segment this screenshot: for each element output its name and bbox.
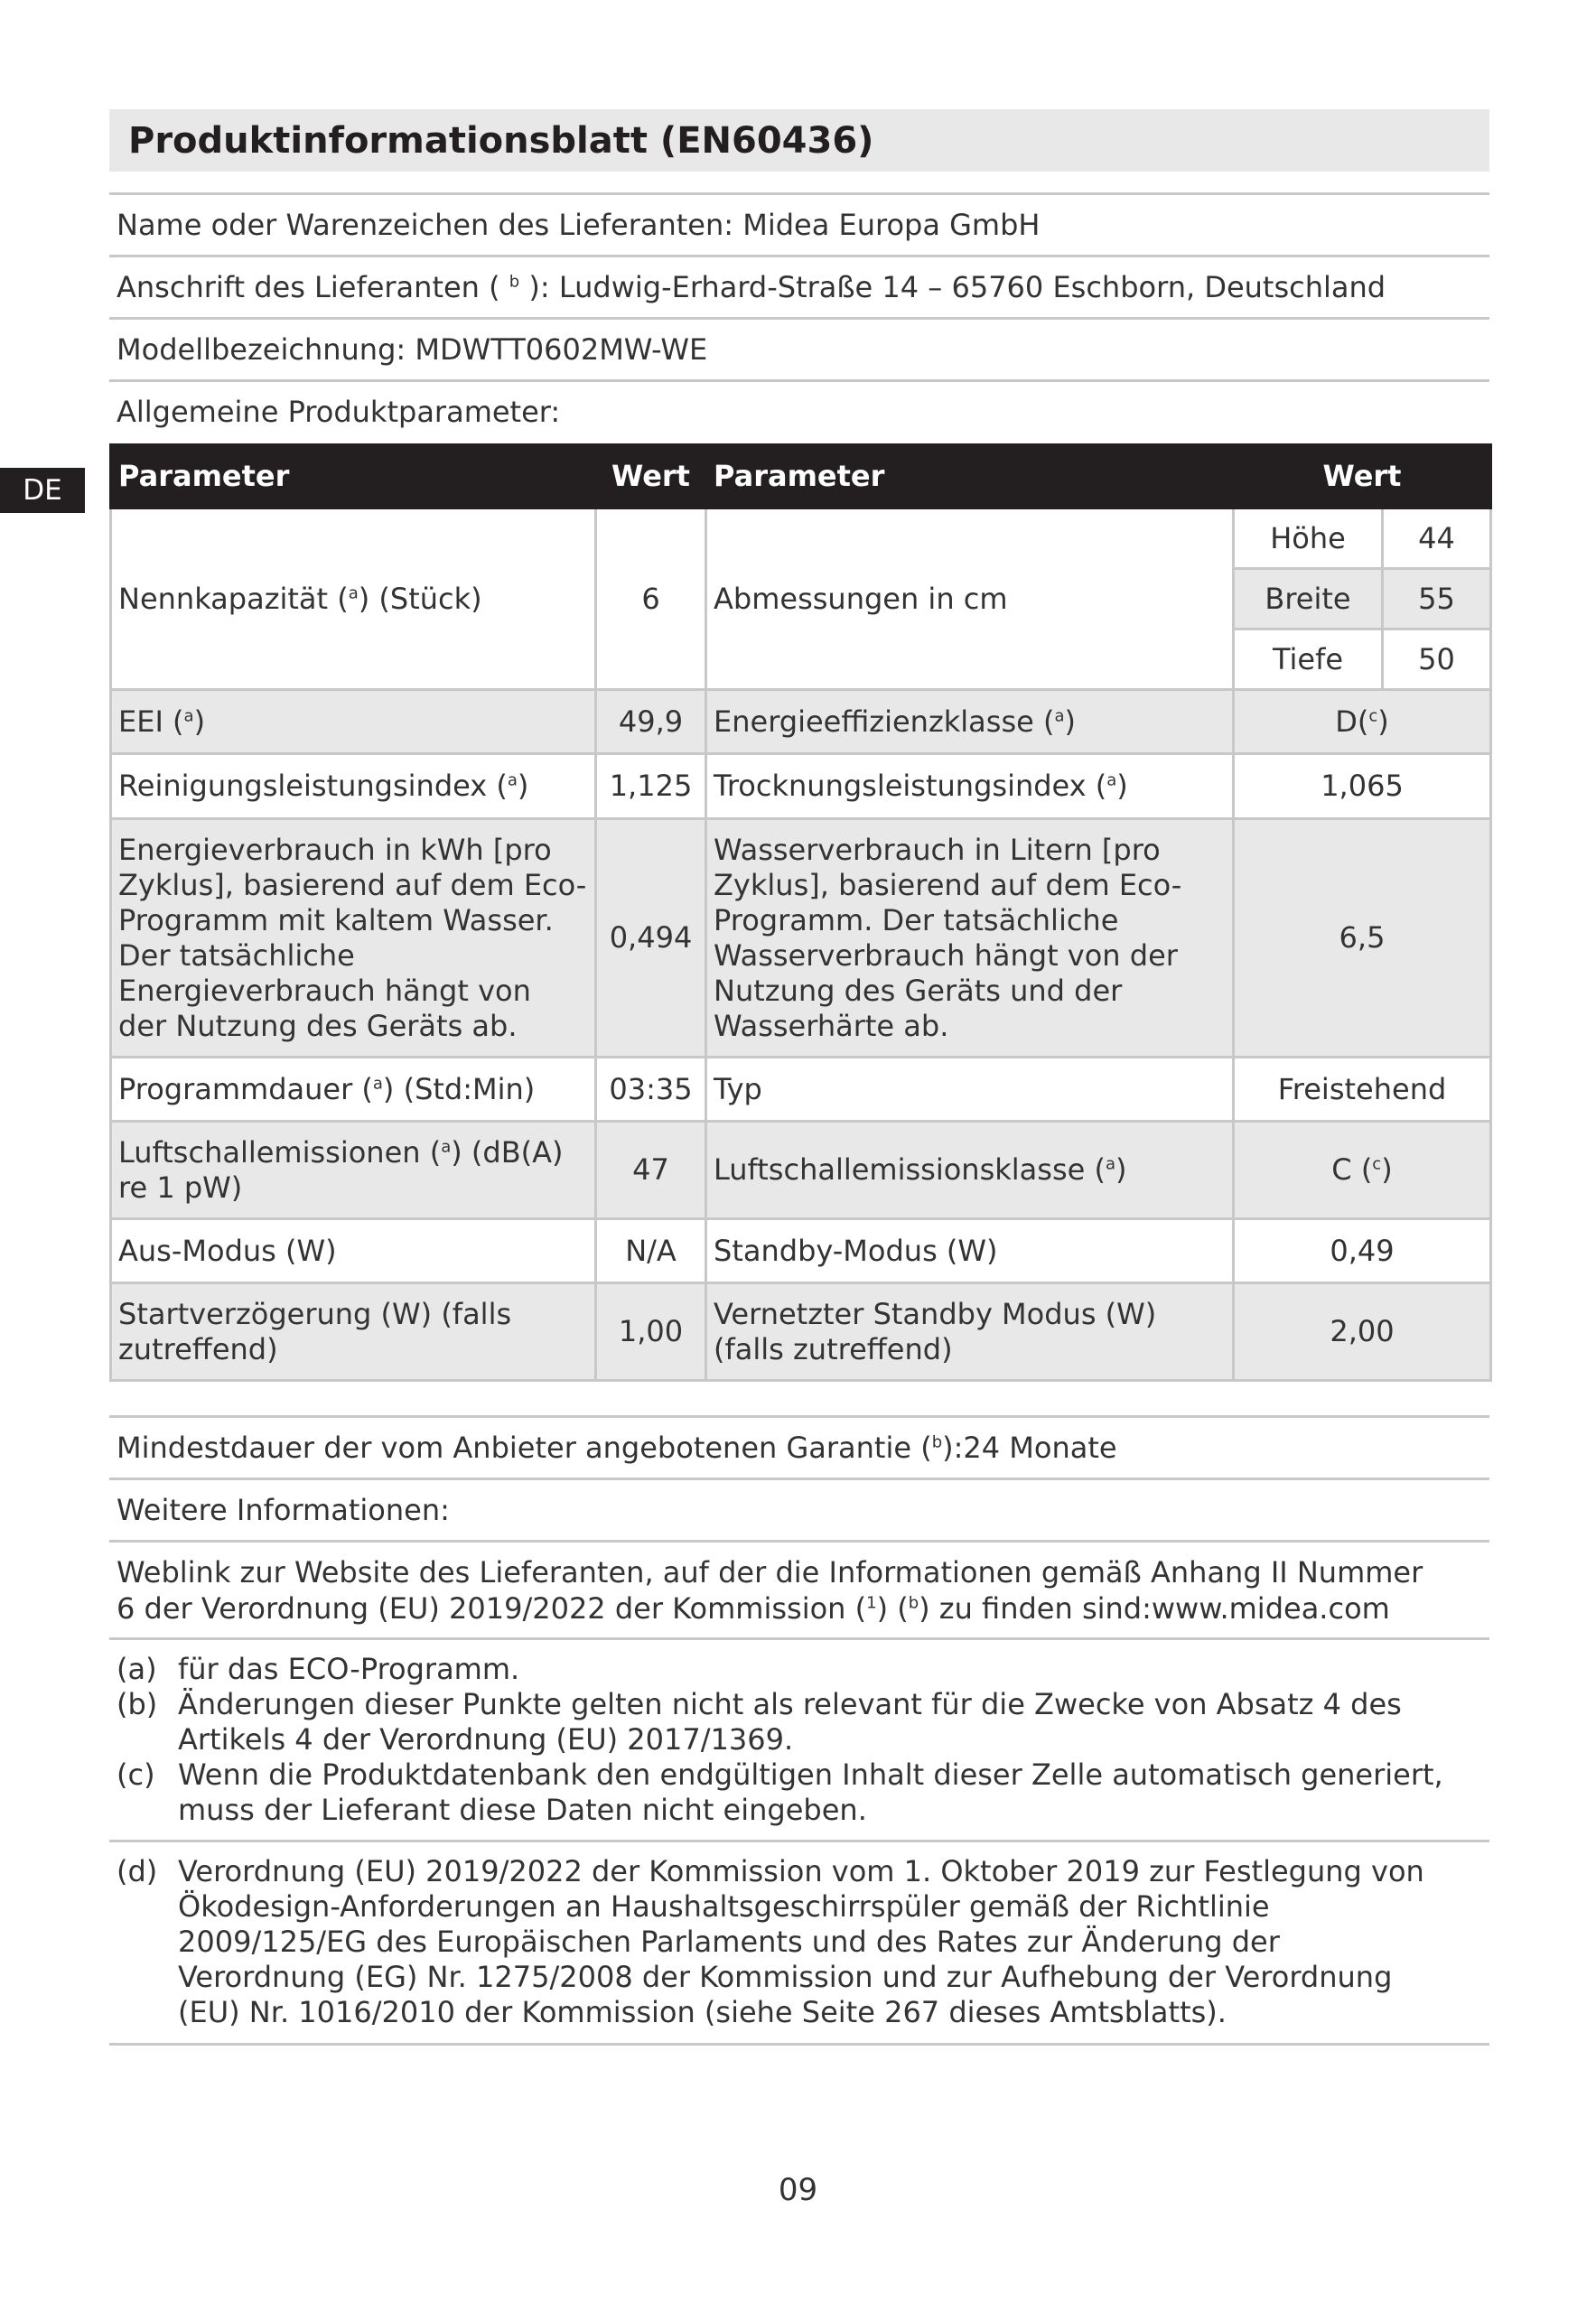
header-value-2: Wert [1234,445,1491,508]
type-label: Typ [706,1058,1234,1122]
table-row [111,1122,1491,1219]
energy-class-value: D($^c$) [1234,690,1491,754]
product-parameters-table [109,443,1492,1382]
drying-index-label: Trocknungsleistungsindex ($^a$) [706,754,1234,819]
supplier-name-line [109,195,1489,257]
title-bar [109,109,1489,172]
general-params-label: Allgemeine Produktparameter: [117,394,561,429]
program-duration-value: 03:35 [596,1058,706,1122]
noise-class-value: C ($^c$) [1234,1122,1491,1219]
language-tab-label: DE [23,474,62,507]
supplier-name: Name oder Warenzeichen des Lieferanten: Midea Europa GmbH [117,208,1041,242]
dim-depth-label: Tiefe [1234,629,1383,690]
networked-standby-label: Vernetzter Standby Modus (W) (falls zutreffend) [706,1283,1234,1381]
table-row [111,508,1491,569]
eei-value: 49,9 [596,690,706,754]
dim-height-label: Höhe [1234,508,1383,569]
dim-depth-value: 50 [1383,629,1491,690]
weblink-line [109,1543,1489,1640]
further-info-line [109,1480,1489,1543]
table-row [111,1058,1491,1122]
dimensions-label: Abmessungen in cm [706,508,1234,690]
supplier-address: Anschrift des Lieferanten ( $^b$ ): Ludwig-Erhard-Straße 14 – 65760 Eschborn, Deutschland [117,270,1386,304]
footnote-d [109,1854,1489,2030]
page-number: 09 [778,2172,818,2208]
table-row [111,690,1491,754]
supplier-address-line [109,257,1489,320]
off-mode-value: N/A [596,1219,706,1283]
model-designation: Modellbezeichnung: MDWTT0602MW-WE [117,332,708,367]
language-tab [0,468,85,513]
dim-width-value: 55 [1383,569,1491,629]
further-info-label: Weitere Informationen: [117,1493,450,1527]
dim-width-label: Breite [1234,569,1383,629]
off-mode-label: Aus-Modus (W) [111,1219,596,1283]
divider [109,1840,1489,1842]
divider [109,2043,1489,2046]
list-item: (c) Wenn die Produktdatenbank den endgültigen Inhalt dieser Zelle automatisch generiert, muss der Lieferant diese Daten nicht eingeben. [117,1757,1443,1827]
standby-mode-label: Standby-Modus (W) [706,1219,1234,1283]
delay-start-value: 1,00 [596,1283,706,1381]
page-title: Produktinformationsblatt (EN60436) [128,119,874,162]
networked-standby-value: 2,00 [1234,1283,1491,1381]
cleaning-index-label: Reinigungsleistungsindex ($^a$) [111,754,596,819]
energy-consumption-label: Energieverbrauch in kWh [pro Zyklus], basierend auf dem Eco-Programm mit kaltem Wasser. Der tatsächliche Energieverbrauch hängt von der Nutzung des Geräts ab. [111,819,596,1058]
footnotes-abc [109,1652,1489,1828]
water-consumption-label: Wasserverbrauch in Litern [pro Zyklus], basierend auf dem Eco-Programm. Der tatsächliche Wasserverbrauch hängt von der Nutzung des Geräts und der Wasserhärte ab. [706,819,1234,1058]
table-row [111,819,1491,1058]
list-item: (d) Verordnung (EU) 2019/2022 der Kommission vom 1. Oktober 2019 zur Festlegung von Ökodesign-Anforderungen an Haushaltsgeschirrspüler gemäß der Richtlinie 2009/125/EG des Europäischen Parlaments und des Rates zur Änderung der Verordnung (EG) Nr. 1275/2008 der Kommission und zur Aufhebung der Verordnung (EU) Nr. 1016/2010 der Kommission (siehe Seite 267 dieses Amtsblatts). [117,1854,1424,2029]
header-parameter-2: Parameter [706,445,1234,508]
type-value: Freistehend [1234,1058,1491,1122]
drying-index-value: 1,065 [1234,754,1491,819]
table-header-row [111,445,1491,508]
model-line [109,320,1489,382]
delay-start-label: Startverzögerung (W) (falls zutreffend) [111,1283,596,1381]
eei-label: EEI ($^a$) [111,690,596,754]
standby-mode-value: 0,49 [1234,1219,1491,1283]
dim-height-value: 44 [1383,508,1491,569]
list-item: (a) für das ECO-Programm. [117,1652,520,1686]
general-params-line [109,382,1489,441]
capacity-label: Nennkapazität ($^a$) (Stück) [111,508,596,690]
energy-consumption-value: 0,494 [596,819,706,1058]
list-item: (b) Änderungen dieser Punkte gelten nicht als relevant für die Zwecke von Absatz 4 des Artikels 4 der Verordnung (EU) 2017/1369. [117,1687,1402,1757]
noise-emission-label: Luftschallemissionen ($^a$) (dB(A) re 1 pW) [111,1122,596,1219]
capacity-value: 6 [596,508,706,690]
warranty-text: Mindestdauer der vom Anbieter angebotenen Garantie ($^b$):24 Monate [117,1431,1117,1465]
weblink-text: Weblink zur Website des Lieferanten, auf der die Informationen gemäß Anhang II Nummer 6 der Verordnung (EU) 2019/2022 der Kommission ($^1$) ($^b$) zu finden sind:www.midea.com [117,1554,1423,1626]
program-duration-label: Programmdauer ($^a$) (Std:Min) [111,1058,596,1122]
cleaning-index-value: 1,125 [596,754,706,819]
table-row [111,1219,1491,1283]
warranty-line [109,1418,1489,1480]
header-value-1: Wert [596,445,706,508]
noise-emission-value: 47 [596,1122,706,1219]
table-row [111,1283,1491,1381]
table-row [111,754,1491,819]
noise-class-label: Luftschallemissionsklasse ($^a$) [706,1122,1234,1219]
header-parameter-1: Parameter [111,445,596,508]
water-consumption-value: 6,5 [1234,819,1491,1058]
energy-class-label: Energieeffizienzklasse ($^a$) [706,690,1234,754]
